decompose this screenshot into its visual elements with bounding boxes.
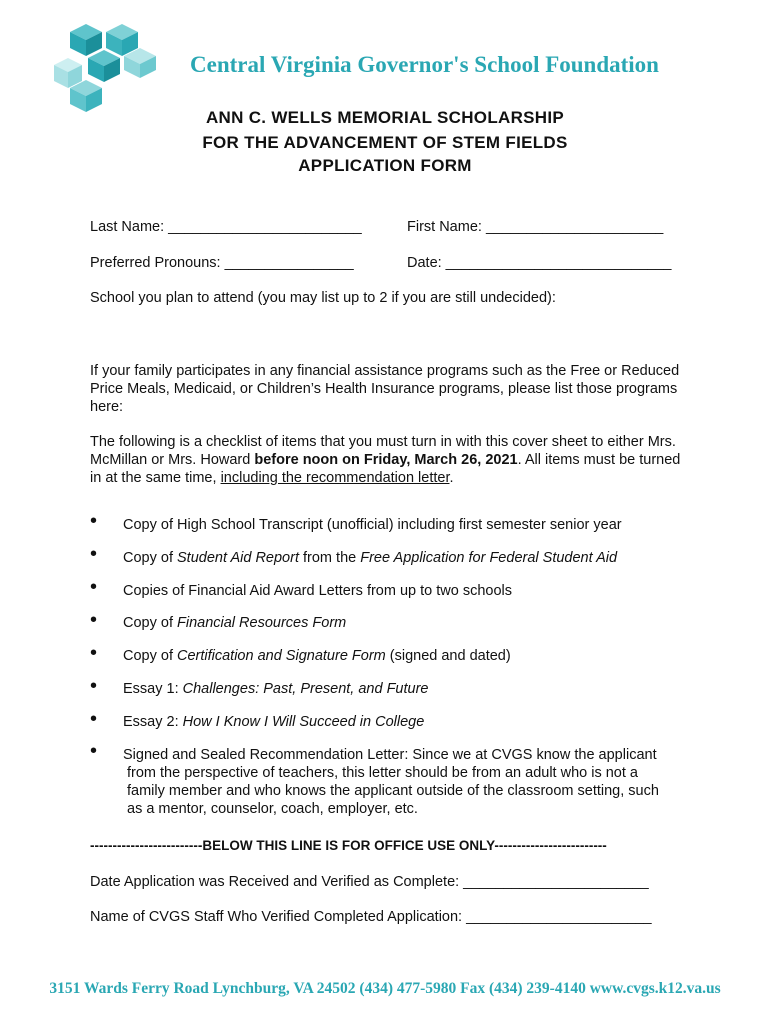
form-title-line1: ANN C. WELLS MEMORIAL SCHOLARSHIP: [205, 108, 565, 127]
bullet-icon: •: [90, 675, 98, 697]
footer-address: 3151 Wards Ferry Road Lynchburg, VA 24502 (434) 477-5980 Fax (434) 239-4140 www.cvgs.k12.va.us: [49, 980, 721, 997]
checklist-item-recommendation: Signed and Sealed Recommendation Letter: Since we at CVGS know the applicant from the perspective of teachers, this letter should be from an adult who is not a family member and who knows the applicant outside of the classroom setting, such as a mentor, counselor, coach, employer, etc.: [123, 747, 659, 817]
checklist-intro: The following is a checklist of items that you must turn in with this cover sheet to either Mrs. McMillan or Mrs. Howard before noon on Friday, March 26, 2021. All items must be turned in at the same time, including the recommendation letter.: [90, 434, 681, 486]
date-received-field[interactable]: Date Application was Received and Verified as Complete: _______________________: [90, 874, 649, 890]
bullet-icon: •: [90, 510, 98, 532]
bullet-icon: •: [90, 609, 98, 631]
school-prompt: School you plan to attend (you may list up to 2 if you are still undecided):: [90, 290, 556, 306]
checklist-item: Copies of Financial Aid Award Letters from up to two schools: [123, 583, 513, 599]
first-name-field[interactable]: First Name: ______________________: [407, 219, 664, 235]
office-use-divider: -------------------------BELOW THIS LINE IS FOR OFFICE USE ONLY-------------------------: [90, 838, 607, 853]
date-field[interactable]: Date: ____________________________: [407, 255, 672, 271]
staff-name-field[interactable]: Name of CVGS Staff Who Verified Completed Application: _______________________: [90, 909, 652, 925]
bullet-icon: •: [90, 708, 98, 730]
checklist-item: Essay 1: Challenges: Past, Present, and Future: [123, 681, 429, 697]
checklist-item: Copy of Financial Resources Form: [123, 615, 347, 631]
rec-letter-note: including the recommendation letter: [220, 470, 450, 486]
deadline-text: before noon on Friday, March 26, 2021: [254, 452, 518, 468]
checklist-item: Copy of Certification and Signature Form (signed and dated): [123, 648, 511, 664]
pronouns-field[interactable]: Preferred Pronouns: ________________: [90, 255, 354, 271]
bullet-icon: •: [90, 642, 98, 664]
checklist-item: Copy of High School Transcript (unofficial) including first semester senior year: [123, 517, 622, 533]
form-title-line2: FOR THE ADVANCEMENT OF STEM FIELDS: [202, 133, 568, 152]
assistance-paragraph: If your family participates in any financial assistance programs such as the Free or Reduced Price Meals, Medicaid, or Children’s Health Insurance programs, please list those programs here:: [90, 363, 680, 415]
bullet-icon: •: [90, 576, 98, 598]
form-title-line3: APPLICATION FORM: [298, 156, 472, 175]
checklist-item: Copy of Student Aid Report from the Free Application for Federal Student Aid: [123, 550, 618, 566]
bullet-icon: •: [90, 543, 98, 565]
checklist-item: Essay 2: How I Know I Will Succeed in College: [123, 714, 425, 730]
org-name: Central Virginia Governor's School Foundation: [190, 52, 659, 77]
bullet-icon: •: [90, 740, 98, 762]
last-name-field[interactable]: Last Name: ________________________: [90, 219, 362, 235]
